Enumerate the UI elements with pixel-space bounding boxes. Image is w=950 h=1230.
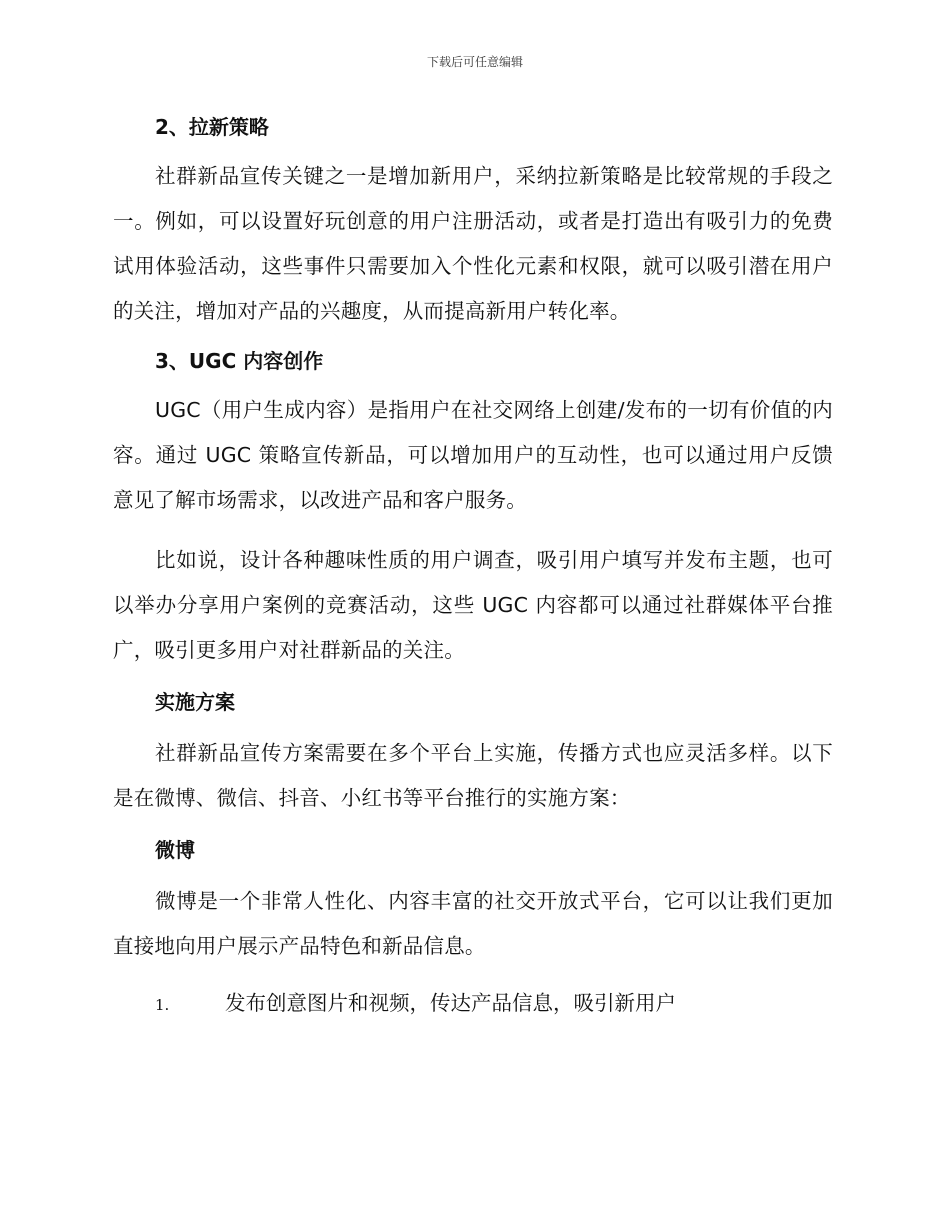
paragraph-plan: 社群新品宣传方案需要在多个平台上实施，传播方式也应灵活多样。以下是在微博、微信、抖音、小红书等平台推行的实施方案： [113,741,833,810]
list-item-number: 1. [155,996,170,1014]
section-heading-plan: 实施方案 [155,690,235,714]
paragraph-strategy: 社群新品宣传关键之一是增加新用户，采纳拉新策略是比较常规的手段之一。例如，可以设置好玩创意的用户注册活动，或者是打造出有吸引力的免费试用体验活动，这些事件只需要加入个性化元素和权限，就可以吸引潜在用户的关注，增加对产品的兴趣度，从而提高新用户转化率。 [113,164,833,323]
paragraph-ugc-example: 比如说，设计各种趣味性质的用户调查，吸引用户填写并发布主题，也可以举办分享用户案例的竞赛活动，这些 UGC 内容都可以通过社群媒体平台推广，吸引更多用户对社群新品的关注。 [113,548,833,662]
list-item [113,981,833,1028]
section-heading-ugc: 3、UGC 内容创作 [155,349,324,373]
section-heading-strategy: 2、拉新策略 [155,115,269,139]
list-item-text: 发布创意图片和视频，传达产品信息，吸引新用户 [225,991,676,1015]
paragraph-weibo: 微博是一个非常人性化、内容丰富的社交开放式平台，它可以让我们更加直接地向用户展示产品特色和新品信息。 [113,889,833,958]
header-note: 下载后可任意编辑 [426,55,523,69]
paragraph-ugc-definition: UGC（用户生成内容）是指用户在社交网络上创建/发布的一切有价值的内容。通过 UGC 策略宣传新品，可以增加用户的互动性，也可以通过用户反馈意见了解市场需求，以改进产品和客户服务。 [113,398,833,512]
document-body [113,110,833,1028]
section-heading-weibo: 微博 [155,838,195,862]
